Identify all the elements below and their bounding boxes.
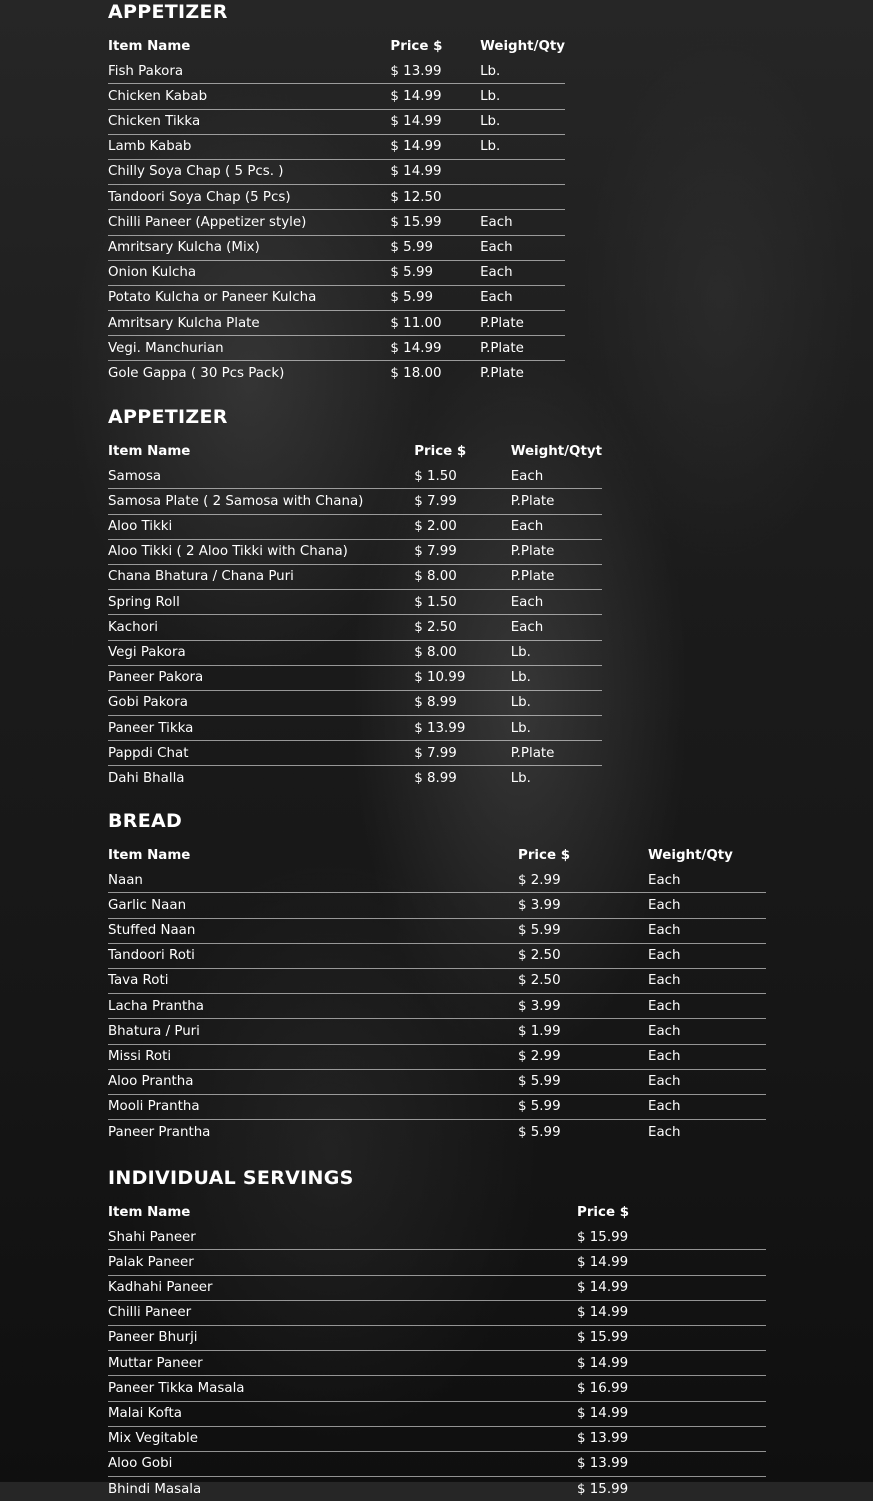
item-name-cell: Aloo Tikki — [108, 519, 173, 535]
price-cell: $ 2.50 — [518, 948, 561, 964]
item-name-cell: Gobi Pakora — [108, 695, 188, 711]
item-name-cell: Aloo Prantha — [108, 1074, 194, 1090]
menu-table — [108, 35, 565, 386]
weight-qty-cell: Each — [648, 1023, 681, 1039]
price-cell: $ 15.99 — [390, 214, 442, 230]
price-cell: $ 2.00 — [414, 519, 457, 535]
weight-qty-cell: Each — [648, 1074, 681, 1090]
table-header-row — [108, 1201, 766, 1225]
item-name-cell: Malai Kofta — [108, 1405, 182, 1421]
item-name-cell: Mix Vegitable — [108, 1431, 198, 1447]
weight-qty-cell: Each — [648, 1124, 681, 1140]
table-row — [108, 918, 766, 943]
item-name-cell: Mooli Prantha — [108, 1099, 200, 1115]
price-cell: $ 13.99 — [577, 1456, 629, 1472]
table-row — [108, 1426, 766, 1451]
weight-qty-cell: Lb. — [510, 670, 531, 686]
price-cell: $ 2.99 — [518, 872, 561, 888]
weight-qty-cell: Each — [510, 619, 544, 635]
table-row — [108, 489, 602, 514]
table-row — [108, 185, 565, 210]
table-row — [108, 109, 565, 134]
weight-qty-cell: P.Plate — [480, 340, 524, 356]
weight-qty-cell: Lb. — [480, 63, 501, 79]
price-cell: $ 14.99 — [390, 139, 442, 155]
weight-qty-cell: Lb. — [480, 114, 501, 130]
section-title: APPETIZER — [108, 1, 228, 23]
item-name-cell: Vegi Pakora — [108, 644, 186, 660]
table-row — [108, 1044, 766, 1069]
item-name-cell: Onion Kulcha — [108, 265, 197, 281]
price-cell: $ 3.99 — [518, 897, 561, 913]
weight-qty-cell: P.Plate — [510, 544, 555, 560]
table-row — [108, 210, 565, 235]
item-name-cell: Paneer Bhurji — [108, 1330, 198, 1346]
item-name-cell: Amritsary Kulcha (Mix) — [108, 239, 260, 255]
section-title: APPETIZER — [108, 406, 228, 428]
menu-table — [108, 1201, 766, 1501]
col-header-price: Price $ — [518, 848, 571, 864]
weight-qty-cell: Lb. — [480, 139, 501, 155]
price-cell: $ 13.99 — [390, 63, 442, 79]
item-name-cell: Tandoori Soya Chap (5 Pcs) — [108, 189, 291, 205]
table-row — [108, 1451, 766, 1476]
table-row — [108, 336, 565, 361]
table-row — [108, 285, 565, 310]
item-name-cell: Chilly Soya Chap ( 5 Pcs. ) — [108, 164, 284, 180]
weight-qty-cell: P.Plate — [510, 745, 555, 761]
price-cell: $ 2.50 — [414, 619, 457, 635]
col-header-price: Price $ — [577, 1205, 630, 1221]
weight-qty-cell: Each — [648, 973, 681, 989]
weight-qty-cell: P.Plate — [480, 315, 524, 331]
table-row — [108, 893, 766, 918]
price-cell: $ 5.99 — [518, 1124, 561, 1140]
item-name-cell: Pappdi Chat — [108, 745, 189, 761]
table-row — [108, 1225, 766, 1250]
weight-qty-cell: Lb. — [510, 720, 531, 736]
price-cell: $ 7.99 — [414, 544, 457, 560]
price-cell: $ 14.99 — [577, 1254, 629, 1270]
price-cell: $ 15.99 — [577, 1229, 629, 1245]
price-cell: $ 5.99 — [518, 1099, 561, 1115]
weight-qty-cell: Lb. — [510, 695, 531, 711]
price-cell: $ 14.99 — [390, 164, 442, 180]
price-cell: $ 7.99 — [414, 745, 457, 761]
item-name-cell: Missi Roti — [108, 1048, 172, 1064]
price-cell: $ 14.99 — [577, 1305, 629, 1321]
item-name-cell: Chilli Paneer (Appetizer style) — [108, 214, 307, 230]
table-row — [108, 665, 602, 690]
price-cell: $ 14.99 — [577, 1280, 629, 1296]
table-body — [108, 1225, 766, 1501]
item-name-cell: Dahi Bhalla — [108, 770, 185, 786]
price-cell: $ 14.99 — [390, 340, 442, 356]
table-header-row — [108, 35, 565, 59]
weight-qty-cell: Each — [648, 923, 681, 939]
table-row — [108, 994, 766, 1019]
weight-qty-cell: Each — [510, 594, 544, 610]
weight-qty-cell: Each — [510, 468, 544, 484]
price-cell: $ 8.99 — [414, 770, 457, 786]
weight-qty-cell — [480, 185, 565, 210]
table-body — [108, 464, 602, 790]
item-name-cell: Chicken Kabab — [108, 88, 208, 104]
item-name-cell: Paneer Pakora — [108, 670, 204, 686]
col-header-item-name: Item Name — [108, 1205, 191, 1221]
weight-qty-cell: Each — [480, 265, 513, 281]
price-cell: $ 5.99 — [518, 923, 561, 939]
col-header-item-name: Item Name — [108, 444, 191, 460]
table-row — [108, 1325, 766, 1350]
item-name-cell: Amritsary Kulcha Plate — [108, 315, 260, 331]
item-name-cell: Vegi. Manchurian — [108, 340, 224, 356]
price-cell: $ 5.99 — [390, 290, 433, 306]
price-cell: $ 5.99 — [390, 239, 433, 255]
col-header-item-name: Item Name — [108, 848, 191, 864]
table-row — [108, 1376, 766, 1401]
weight-qty-cell: Lb. — [510, 770, 531, 786]
item-name-cell: Paneer Prantha — [108, 1124, 211, 1140]
price-cell: $ 2.50 — [518, 973, 561, 989]
table-row — [108, 1250, 766, 1275]
price-cell: $ 11.00 — [390, 315, 442, 331]
price-cell: $ 7.99 — [414, 493, 457, 509]
table-body — [108, 59, 565, 385]
item-name-cell: Aloo Tikki ( 2 Aloo Tikki with Chana) — [108, 544, 348, 560]
item-name-cell: Bhindi Masala — [108, 1481, 202, 1497]
price-cell: $ 13.99 — [577, 1431, 629, 1447]
item-name-cell: Lamb Kabab — [108, 139, 192, 155]
table-row — [108, 741, 602, 766]
table-row — [108, 59, 565, 84]
weight-qty-cell: P.Plate — [510, 493, 555, 509]
table-row — [108, 311, 565, 336]
price-cell: $ 8.99 — [414, 695, 457, 711]
item-name-cell: Kadhahi Paneer — [108, 1280, 213, 1296]
table-row — [108, 361, 565, 386]
weight-qty-cell: P.Plate — [510, 569, 555, 585]
table-row — [108, 968, 766, 993]
price-cell: $ 10.99 — [414, 670, 466, 686]
item-name-cell: Muttar Paneer — [108, 1355, 203, 1371]
price-cell: $ 8.00 — [414, 569, 457, 585]
table-row — [108, 1120, 766, 1145]
price-cell: $ 8.00 — [414, 644, 457, 660]
table-row — [108, 716, 602, 741]
weight-qty-cell — [480, 159, 565, 184]
price-cell: $ 1.99 — [518, 1023, 561, 1039]
table-row — [108, 1019, 766, 1044]
item-name-cell: Bhatura / Puri — [108, 1023, 200, 1039]
menu-table — [108, 440, 602, 791]
item-name-cell: Naan — [108, 872, 143, 888]
table-row — [108, 539, 602, 564]
table-row — [108, 1275, 766, 1300]
price-cell: $ 1.50 — [414, 594, 457, 610]
table-row — [108, 1069, 766, 1094]
col-header-weight: Weight/Qty — [480, 39, 565, 55]
col-header-price: Price $ — [414, 444, 467, 460]
price-cell: $ 3.99 — [518, 998, 561, 1014]
price-cell: $ 14.99 — [390, 88, 442, 104]
col-header-weight: Weight/Qtyt — [510, 444, 602, 460]
weight-qty-cell: Each — [480, 239, 513, 255]
table-row — [108, 235, 565, 260]
price-cell: $ 14.99 — [390, 114, 442, 130]
item-name-cell: Paneer Tikka — [108, 720, 194, 736]
table-row — [108, 159, 565, 184]
price-cell: $ 14.99 — [577, 1405, 629, 1421]
item-name-cell: Shahi Paneer — [108, 1229, 196, 1245]
item-name-cell: Samosa Plate ( 2 Samosa with Chana) — [108, 493, 364, 509]
item-name-cell: Chana Bhatura / Chana Puri — [108, 569, 294, 585]
price-cell: $ 15.99 — [577, 1481, 629, 1497]
table-row — [108, 640, 602, 665]
weight-qty-cell: Each — [480, 290, 513, 306]
price-cell: $ 16.99 — [577, 1380, 629, 1396]
item-name-cell: Gole Gappa ( 30 Pcs Pack) — [108, 365, 285, 381]
weight-qty-cell: Each — [648, 872, 681, 888]
weight-qty-cell: Each — [648, 897, 681, 913]
price-cell: $ 14.99 — [577, 1355, 629, 1371]
weight-qty-cell: Lb. — [510, 644, 531, 660]
item-name-cell: Chilli Paneer — [108, 1305, 192, 1321]
item-name-cell: Garlic Naan — [108, 897, 187, 913]
menu-table — [108, 844, 766, 1144]
item-name-cell: Spring Roll — [108, 594, 180, 610]
table-row — [108, 464, 602, 489]
section-title: INDIVIDUAL SERVINGS — [108, 1167, 354, 1189]
col-header-item-name: Item Name — [108, 39, 191, 55]
table-row — [108, 766, 602, 791]
col-header-price: Price $ — [390, 39, 443, 55]
table-header-row — [108, 844, 766, 868]
section-individual-servings — [108, 1166, 766, 1501]
price-cell: $ 2.99 — [518, 1048, 561, 1064]
item-name-cell: Chicken Tikka — [108, 114, 201, 130]
item-name-cell: Tandoori Roti — [108, 948, 195, 964]
table-row — [108, 590, 602, 615]
table-row — [108, 1094, 766, 1119]
price-cell: $ 18.00 — [390, 365, 442, 381]
table-row — [108, 260, 565, 285]
price-cell: $ 1.50 — [414, 468, 457, 484]
weight-qty-cell: Each — [648, 1048, 681, 1064]
table-row — [108, 943, 766, 968]
table-row — [108, 868, 766, 893]
section-appetizer-1 — [108, 0, 565, 386]
price-cell: $ 5.99 — [518, 1074, 561, 1090]
table-row — [108, 84, 565, 109]
weight-qty-cell: Lb. — [480, 88, 501, 104]
table-row — [108, 514, 602, 539]
price-cell: $ 15.99 — [577, 1330, 629, 1346]
item-name-cell: Kachori — [108, 619, 159, 635]
table-row — [108, 134, 565, 159]
table-body — [108, 868, 766, 1144]
item-name-cell: Lacha Prantha — [108, 998, 204, 1014]
col-header-weight: Weight/Qty — [648, 848, 733, 864]
weight-qty-cell: Each — [648, 998, 681, 1014]
table-row — [108, 564, 602, 589]
table-row — [108, 1401, 766, 1426]
item-name-cell: Stuffed Naan — [108, 923, 196, 939]
item-name-cell: Potato Kulcha or Paneer Kulcha — [108, 290, 317, 306]
table-header-row — [108, 440, 602, 464]
section-title: BREAD — [108, 810, 183, 832]
weight-qty-cell: Each — [648, 1099, 681, 1115]
item-name-cell: Fish Pakora — [108, 63, 184, 79]
weight-qty-cell: P.Plate — [480, 365, 524, 381]
table-row — [108, 615, 602, 640]
weight-qty-cell: Each — [510, 519, 544, 535]
item-name-cell: Paneer Tikka Masala — [108, 1380, 245, 1396]
item-name-cell: Palak Paneer — [108, 1254, 194, 1270]
price-cell: $ 5.99 — [390, 265, 433, 281]
price-cell: $ 12.50 — [390, 189, 442, 205]
section-bread — [108, 809, 766, 1144]
price-cell: $ 13.99 — [414, 720, 466, 736]
table-row — [108, 1477, 766, 1501]
table-row — [108, 690, 602, 715]
item-name-cell: Aloo Gobi — [108, 1456, 173, 1472]
table-row — [108, 1300, 766, 1325]
weight-qty-cell: Each — [480, 214, 513, 230]
weight-qty-cell: Each — [648, 948, 681, 964]
table-row — [108, 1351, 766, 1376]
item-name-cell: Tava Roti — [108, 973, 169, 989]
section-appetizer-2 — [108, 405, 602, 791]
item-name-cell: Samosa — [108, 468, 162, 484]
